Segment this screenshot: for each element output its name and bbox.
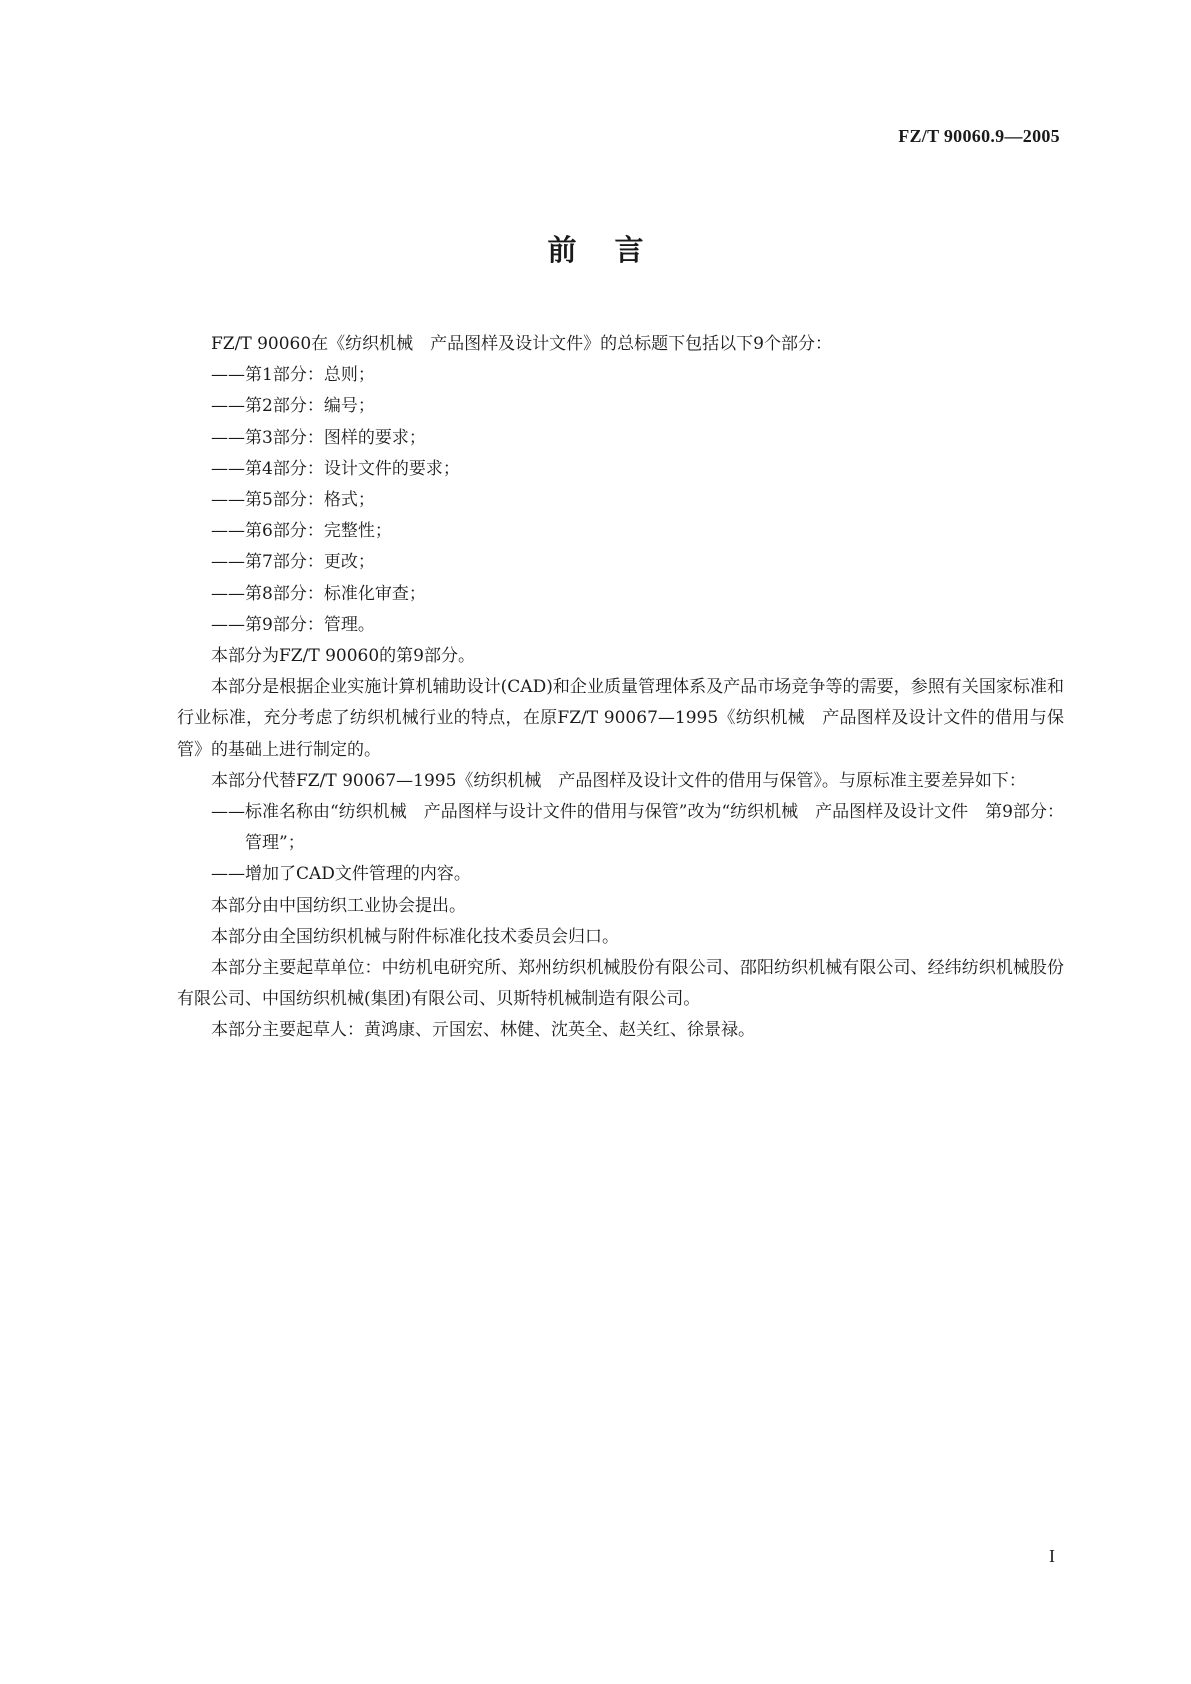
paragraph: 本部分是根据企业实施计算机辅助设计(CAD)和企业质量管理体系及产品市场竞争等的需要，参照有关国家标准和行业标准，充分考虑了纺织机械行业的特点，在原FZ/T 90067—1995《纺织机械 产品图样及设计文件的借用与保管》的基础上进行制定的。 [177, 677, 1064, 760]
foreword-body [177, 329, 1064, 1047]
part-list-item: ——第5部分：格式； [211, 490, 375, 511]
page-title: 前言 [547, 233, 682, 267]
change-list-item: ——标准名称由“纺织机械 产品图样与设计文件的借用与保管”改为“纺织机械 产品图样及设计文件 第9部分：管理”； [211, 802, 1064, 854]
intro-paragraph: FZ/T 90060在《纺织机械 产品图样及设计文件》的总标题下包括以下9个部分： [211, 334, 832, 354]
part-list-item: ——第7部分：更改； [211, 552, 375, 573]
paragraph: 本部分主要起草人：黄鸿康、亓国宏、林健、沈英全、赵关红、徐景禄。 [211, 1020, 755, 1041]
page-number: I [1049, 1546, 1055, 1566]
change-list-item: ——增加了CAD文件管理的内容。 [211, 864, 471, 885]
part-list-item: ——第8部分：标准化审查； [211, 583, 426, 604]
standard-number: FZ/T 90060.9—2005 [898, 126, 1060, 146]
paragraph: 本部分为FZ/T 90060的第9部分。 [211, 646, 475, 667]
paragraph: 本部分主要起草单位：中纺机电研究所、郑州纺织机械股份有限公司、邵阳纺织机械有限公司、经纬纺织机械股份有限公司、中国纺织机械(集团)有限公司、贝斯特机械制造有限公司。 [177, 958, 1064, 1010]
part-list-item: ——第9部分：管理。 [211, 614, 375, 635]
part-list-item: ——第6部分：完整性； [211, 521, 392, 542]
paragraph: 本部分代替FZ/T 90067—1995《纺织机械 产品图样及设计文件的借用与保管》。与原标准主要差异如下： [211, 770, 1026, 791]
paragraph: 本部分由中国纺织工业协会提出。 [211, 895, 466, 916]
paragraph: 本部分由全国纺织机械与附件标准化技术委员会归口。 [211, 926, 619, 947]
part-list-item: ——第4部分：设计文件的要求； [211, 458, 460, 479]
part-list-item: ——第2部分：编号； [211, 396, 375, 417]
part-list-item: ——第1部分：总则； [211, 365, 375, 386]
part-list-item: ——第3部分：图样的要求； [211, 427, 426, 448]
